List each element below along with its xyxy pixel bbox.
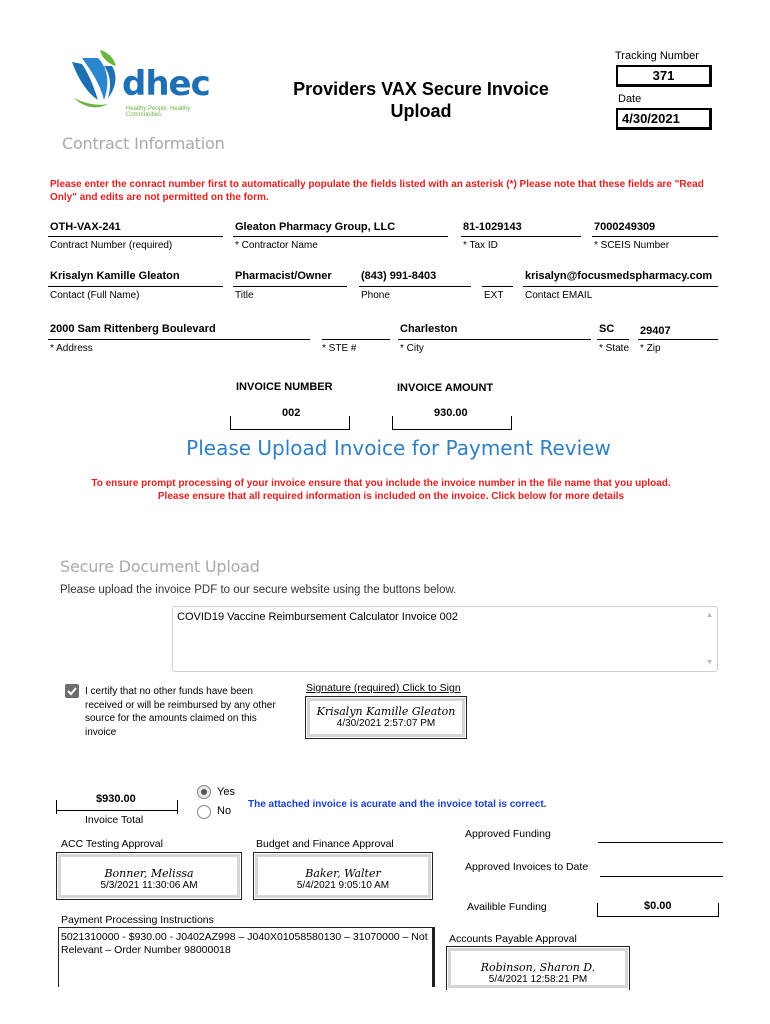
upload-instructions: Please upload the invoice PDF to our secure website using the buttons below. <box>60 584 457 596</box>
ap-approval-label: Accounts Payable Approval <box>449 933 577 945</box>
contract-section-title: Contract Information <box>62 134 225 153</box>
upload-notice-line1: To ensure prompt processing of your invoice ensure that you include the invoice number in the file name that you upload. <box>91 478 671 489</box>
email-value[interactable]: krisalyn@focusmedspharmacy.com <box>525 270 713 282</box>
upload-section-title: Secure Document Upload <box>60 557 260 576</box>
invoice-total-value[interactable]: $930.00 <box>96 793 136 805</box>
payment-instructions-text[interactable]: 5021310000 - $930.00 - J0402AZ998 – J040X01058580130 – 31070000 – Not Relevant – Order Number 98000018 <box>61 931 428 956</box>
certify-text: I certify that no other funds have been received or will be reimbursed by any other source for the amounts claimed on this invoice <box>85 686 276 738</box>
page-title-line1: Providers VAX Secure Invoice <box>293 79 549 99</box>
certify-checkbox[interactable] <box>65 684 79 698</box>
invoice-total-label: Invoice Total <box>85 814 144 826</box>
payment-instructions-label: Payment Processing Instructions <box>61 914 214 926</box>
zip-label: * Zip <box>640 343 661 354</box>
sceis-number-value: 7000249309 <box>594 221 656 233</box>
title-value[interactable]: Pharmacist/Owner <box>235 270 332 282</box>
date-value: 4/30/2021 <box>622 111 680 126</box>
tax-id-value: 81-1029143 <box>463 221 522 233</box>
budget-approval-label: Budget and Finance Approval <box>256 838 394 850</box>
ap-approval-box[interactable] <box>446 946 630 990</box>
invoice-amount-label: INVOICE AMOUNT <box>397 382 494 394</box>
city-value: Charleston <box>400 323 458 335</box>
approved-funding-label: Approved Funding <box>465 828 551 840</box>
contact-name-value[interactable]: Krisalyn Kamille Gleaton <box>50 270 180 282</box>
acc-approval-name: Bonner, Melissa <box>104 867 194 880</box>
phone-value[interactable]: (843) 991-8403 <box>361 270 437 282</box>
ext-label: EXT <box>484 290 504 301</box>
contract-number-value[interactable]: OTH-VAX-241 <box>50 221 121 233</box>
state-label: * State <box>599 343 630 354</box>
budget-approval-date: 5/4/2021 9:05:10 AM <box>296 880 390 891</box>
payment-instructions-field[interactable] <box>58 927 435 987</box>
upload-heading: Please Upload Invoice for Payment Review <box>186 436 611 460</box>
upload-notice-line2: Please ensure that all required information is included on the invoice. Click below for more details <box>157 491 625 502</box>
available-funding-value[interactable]: $0.00 <box>644 900 672 912</box>
confirm-text: The attached invoice is acurate and the invoice total is correct. <box>248 799 547 810</box>
radio-no[interactable] <box>197 805 211 819</box>
approved-invoices-label: Approved Invoices to Date <box>465 861 589 873</box>
contractor-name-label: * Contractor Name <box>235 240 318 251</box>
uploaded-file-name[interactable]: COVID19 Vaccine Reimbursement Calculator Invoice 002 <box>177 611 459 623</box>
budget-approval-name: Baker, Walter <box>305 867 381 880</box>
contractor-name-value: Gleaton Pharmacy Group, LLC <box>235 221 396 233</box>
contact-name-label: Contact (Full Name) <box>50 290 140 301</box>
invoice-amount-value[interactable]: 930.00 <box>434 407 468 419</box>
logo-tagline: Healthy People. Healthy Communities. <box>126 106 191 118</box>
tracking-number-value: 371 <box>652 68 675 83</box>
email-label: Contact EMAIL <box>525 290 593 301</box>
state-value: SC <box>599 323 615 335</box>
ap-approval-date: 5/4/2021 12:58:21 PM <box>488 974 588 985</box>
signature-date: 4/30/2021 2:57:07 PM <box>336 718 436 729</box>
scroll-up-icon[interactable]: ▲ <box>706 612 713 619</box>
logo-wordmark: dhec <box>122 64 210 104</box>
phone-label: Phone <box>361 290 390 301</box>
checkmark-icon <box>65 684 79 698</box>
date-field[interactable] <box>616 108 712 130</box>
uploaded-file-list[interactable] <box>172 606 718 672</box>
available-funding-label: Availible Funding <box>467 901 547 913</box>
tracking-label: Tracking Number <box>615 50 699 62</box>
ste-label: * STE # <box>322 343 357 354</box>
acc-approval-date: 5/3/2021 11:30:06 AM <box>100 880 198 891</box>
page-title <box>262 78 580 122</box>
signature-name: Krisalyn Kamille Gleaton <box>316 705 456 718</box>
page-title-line2: Upload <box>390 101 452 121</box>
contract-number-label: Contract Number (required) <box>50 240 173 251</box>
address-label: * Address <box>50 343 93 354</box>
radio-yes[interactable] <box>197 785 211 799</box>
invoice-number-value[interactable]: 002 <box>282 407 301 419</box>
dhec-logo <box>64 48 226 120</box>
invoice-number-label: INVOICE NUMBER <box>236 381 333 393</box>
title-label: Title <box>235 290 254 301</box>
acc-approval-label: ACC Testing Approval <box>61 838 163 850</box>
signature-box[interactable] <box>305 696 467 739</box>
sceis-number-label: * SCEIS Number <box>594 240 670 251</box>
city-label: * City <box>400 343 424 354</box>
acc-approval-box[interactable] <box>56 852 242 900</box>
scroll-down-icon[interactable]: ▼ <box>706 659 713 666</box>
date-label: Date <box>618 93 642 105</box>
radio-yes-label: Yes <box>217 786 235 798</box>
signature-label: Signature (required) Click to Sign <box>306 682 461 694</box>
budget-approval-box[interactable] <box>253 852 433 900</box>
radio-no-label: No <box>217 805 232 817</box>
contract-notice: Please enter the conract number first to automatically populate the fields listed with an asterisk (*) Please note that these fields are "Read Only" and edits are not permitted on the form. <box>50 179 704 203</box>
address-value: 2000 Sam Rittenberg Boulevard <box>50 323 216 335</box>
ap-approval-name: Robinson, Sharon D. <box>480 961 596 974</box>
zip-value: 29407 <box>640 325 671 337</box>
tracking-number-field[interactable] <box>616 65 712 87</box>
tax-id-label: * Tax ID <box>463 240 498 251</box>
